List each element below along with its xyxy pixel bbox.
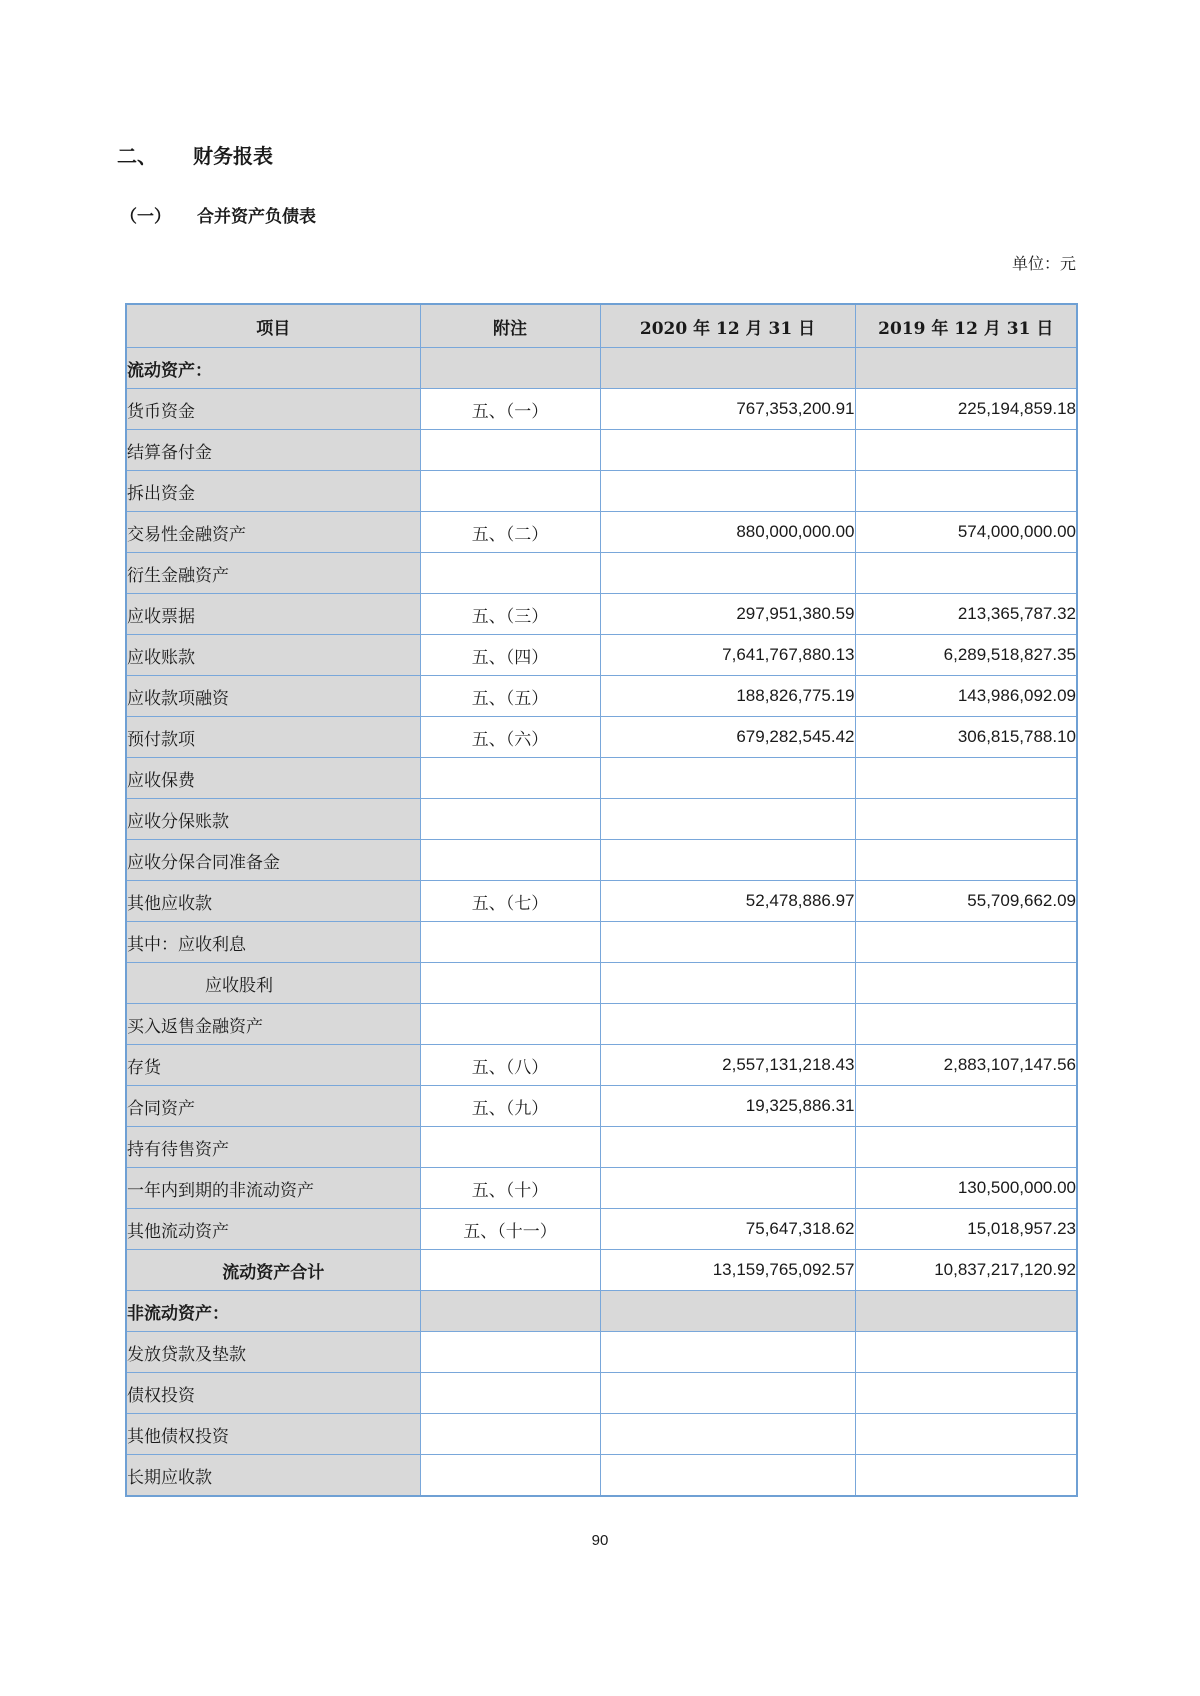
item-label-cell: 应收分保账款: [126, 799, 420, 840]
value-2020-cell: [600, 1373, 855, 1414]
table-row: [126, 430, 1077, 471]
table-header: [126, 304, 1077, 348]
table-row: [126, 512, 1077, 553]
col-header-2019: 2019 年 12 月 31 日: [855, 304, 1077, 348]
table-row: [126, 1455, 1077, 1497]
value-2020-cell: 19,325,886.31: [600, 1086, 855, 1127]
item-label-cell: 预付款项: [126, 717, 420, 758]
table-row: [126, 1209, 1077, 1250]
note-cell: 五、（十一）: [420, 1209, 600, 1250]
value-2019-cell: [855, 963, 1077, 1004]
note-cell: [420, 1455, 600, 1497]
value-2020-cell: 52,478,886.97: [600, 881, 855, 922]
subsection-title: 合并资产负债表: [197, 207, 316, 227]
table-row: [126, 471, 1077, 512]
value-2020-cell: [600, 430, 855, 471]
col-header-2020: 2020 年 12 月 31 日: [600, 304, 855, 348]
table-row: [126, 963, 1077, 1004]
table-row: [126, 1332, 1077, 1373]
table-row: [126, 1373, 1077, 1414]
item-label-cell: 合同资产: [126, 1086, 420, 1127]
note-cell: 五、（八）: [420, 1045, 600, 1086]
value-2020-cell: 880,000,000.00: [600, 512, 855, 553]
note-cell: [420, 1004, 600, 1045]
table-row: [126, 922, 1077, 963]
table-row: [126, 717, 1077, 758]
value-2020-cell: [600, 1168, 855, 1209]
value-2020-cell: [600, 1004, 855, 1045]
value-2020-cell: [600, 963, 855, 1004]
note-cell: 五、（二）: [420, 512, 600, 553]
table-row: [126, 881, 1077, 922]
table-row: [126, 1127, 1077, 1168]
section-number: 二、: [117, 144, 157, 168]
item-label-cell: 应收股利: [126, 963, 420, 1004]
value-2019-cell: [855, 553, 1077, 594]
note-cell: 五、（四）: [420, 635, 600, 676]
item-label-cell: 衍生金融资产: [126, 553, 420, 594]
note-cell: [420, 963, 600, 1004]
table-row: [126, 1004, 1077, 1045]
value-2019-cell: 143,986,092.09: [855, 676, 1077, 717]
item-label-cell: 拆出资金: [126, 471, 420, 512]
item-label-cell: 一年内到期的非流动资产: [126, 1168, 420, 1209]
value-2020-cell: [600, 1127, 855, 1168]
note-cell: [420, 799, 600, 840]
value-2020-cell: [600, 471, 855, 512]
subsection-number: （一）: [120, 207, 171, 227]
note-cell: 五、（十）: [420, 1168, 600, 1209]
value-2020-cell: [600, 840, 855, 881]
table-row: [126, 348, 1077, 389]
value-2019-cell: [855, 1004, 1077, 1045]
value-2019-cell: 574,000,000.00: [855, 512, 1077, 553]
item-label-cell: 交易性金融资产: [126, 512, 420, 553]
value-2019-cell: [855, 840, 1077, 881]
value-2019-cell: [855, 1455, 1077, 1497]
item-label-cell: 债权投资: [126, 1373, 420, 1414]
value-2020-cell: 297,951,380.59: [600, 594, 855, 635]
value-2019-cell: [855, 1086, 1077, 1127]
table-row: [126, 1086, 1077, 1127]
item-label-cell: 其中：应收利息: [126, 922, 420, 963]
note-cell: 五、（七）: [420, 881, 600, 922]
col-header-item: 项目: [126, 304, 420, 348]
value-2019-cell: 130,500,000.00: [855, 1168, 1077, 1209]
item-label-cell: 应收款项融资: [126, 676, 420, 717]
item-label-cell: 货币资金: [126, 389, 420, 430]
table-row: [126, 758, 1077, 799]
value-2020-cell: 188,826,775.19: [600, 676, 855, 717]
value-2019-cell: [855, 1414, 1077, 1455]
value-2020-cell: 2,557,131,218.43: [600, 1045, 855, 1086]
item-label-cell: 应收票据: [126, 594, 420, 635]
value-2020-cell: [600, 348, 855, 389]
value-2019-cell: [855, 471, 1077, 512]
value-2019-cell: [855, 430, 1077, 471]
item-label-cell: 其他债权投资: [126, 1414, 420, 1455]
note-cell: [420, 1250, 600, 1291]
note-cell: [420, 1332, 600, 1373]
table-body: [126, 348, 1077, 1497]
note-cell: [420, 1127, 600, 1168]
note-cell: [420, 1291, 600, 1332]
value-2020-cell: [600, 1291, 855, 1332]
value-2019-cell: 2,883,107,147.56: [855, 1045, 1077, 1086]
page-number: 90: [591, 1532, 609, 1549]
balance-sheet-table: [125, 303, 1078, 1497]
note-cell: [420, 922, 600, 963]
table-row: [126, 840, 1077, 881]
note-cell: [420, 553, 600, 594]
value-2020-cell: 13,159,765,092.57: [600, 1250, 855, 1291]
value-2019-cell: [855, 348, 1077, 389]
item-label-cell: 应收账款: [126, 635, 420, 676]
value-2020-cell: [600, 553, 855, 594]
note-cell: 五、（九）: [420, 1086, 600, 1127]
note-cell: [420, 758, 600, 799]
section-heading: [117, 140, 273, 169]
subsection-heading: [120, 202, 316, 227]
section-title: 财务报表: [193, 144, 273, 168]
value-2019-cell: 306,815,788.10: [855, 717, 1077, 758]
note-cell: 五、（一）: [420, 389, 600, 430]
table-row: [126, 1291, 1077, 1332]
item-label-cell: 非流动资产：: [126, 1291, 420, 1332]
item-label-cell: 流动资产合计: [126, 1250, 420, 1291]
table-row: [126, 553, 1077, 594]
table-row: [126, 1414, 1077, 1455]
item-label-cell: 应收保费: [126, 758, 420, 799]
value-2020-cell: 679,282,545.42: [600, 717, 855, 758]
note-cell: 五、（三）: [420, 594, 600, 635]
value-2020-cell: 7,641,767,880.13: [600, 635, 855, 676]
item-label-cell: 持有待售资产: [126, 1127, 420, 1168]
note-cell: [420, 1414, 600, 1455]
value-2020-cell: [600, 758, 855, 799]
item-label-cell: 存货: [126, 1045, 420, 1086]
note-cell: 五、（六）: [420, 717, 600, 758]
value-2020-cell: [600, 1455, 855, 1497]
table-row: [126, 676, 1077, 717]
table-row: [126, 594, 1077, 635]
note-cell: 五、（五）: [420, 676, 600, 717]
item-label-cell: 流动资产：: [126, 348, 420, 389]
header-row: [126, 304, 1077, 348]
item-label-cell: 应收分保合同准备金: [126, 840, 420, 881]
col-header-note: 附注: [420, 304, 600, 348]
table-row: [126, 1250, 1077, 1291]
value-2019-cell: 6,289,518,827.35: [855, 635, 1077, 676]
value-2019-cell: [855, 758, 1077, 799]
value-2019-cell: 225,194,859.18: [855, 389, 1077, 430]
value-2019-cell: [855, 1291, 1077, 1332]
value-2020-cell: [600, 1414, 855, 1455]
note-cell: [420, 840, 600, 881]
value-2020-cell: [600, 1332, 855, 1373]
value-2019-cell: 55,709,662.09: [855, 881, 1077, 922]
table-row: [126, 635, 1077, 676]
unit-label: 单位：元: [1011, 254, 1076, 273]
table-row: [126, 799, 1077, 840]
value-2019-cell: [855, 922, 1077, 963]
value-2019-cell: 213,365,787.32: [855, 594, 1077, 635]
value-2019-cell: [855, 799, 1077, 840]
item-label-cell: 其他应收款: [126, 881, 420, 922]
value-2019-cell: [855, 1332, 1077, 1373]
table-row: [126, 389, 1077, 430]
note-cell: [420, 430, 600, 471]
table-row: [126, 1045, 1077, 1086]
item-label-cell: 发放贷款及垫款: [126, 1332, 420, 1373]
value-2020-cell: 75,647,318.62: [600, 1209, 855, 1250]
value-2020-cell: [600, 799, 855, 840]
note-cell: [420, 348, 600, 389]
item-label-cell: 结算备付金: [126, 430, 420, 471]
value-2019-cell: 15,018,957.23: [855, 1209, 1077, 1250]
note-cell: [420, 1373, 600, 1414]
item-label-cell: 买入返售金融资产: [126, 1004, 420, 1045]
note-cell: [420, 471, 600, 512]
value-2019-cell: [855, 1373, 1077, 1414]
value-2019-cell: [855, 1127, 1077, 1168]
table-row: [126, 1168, 1077, 1209]
value-2020-cell: [600, 922, 855, 963]
item-label-cell: 其他流动资产: [126, 1209, 420, 1250]
item-label-cell: 长期应收款: [126, 1455, 420, 1497]
value-2020-cell: 767,353,200.91: [600, 389, 855, 430]
value-2019-cell: 10,837,217,120.92: [855, 1250, 1077, 1291]
